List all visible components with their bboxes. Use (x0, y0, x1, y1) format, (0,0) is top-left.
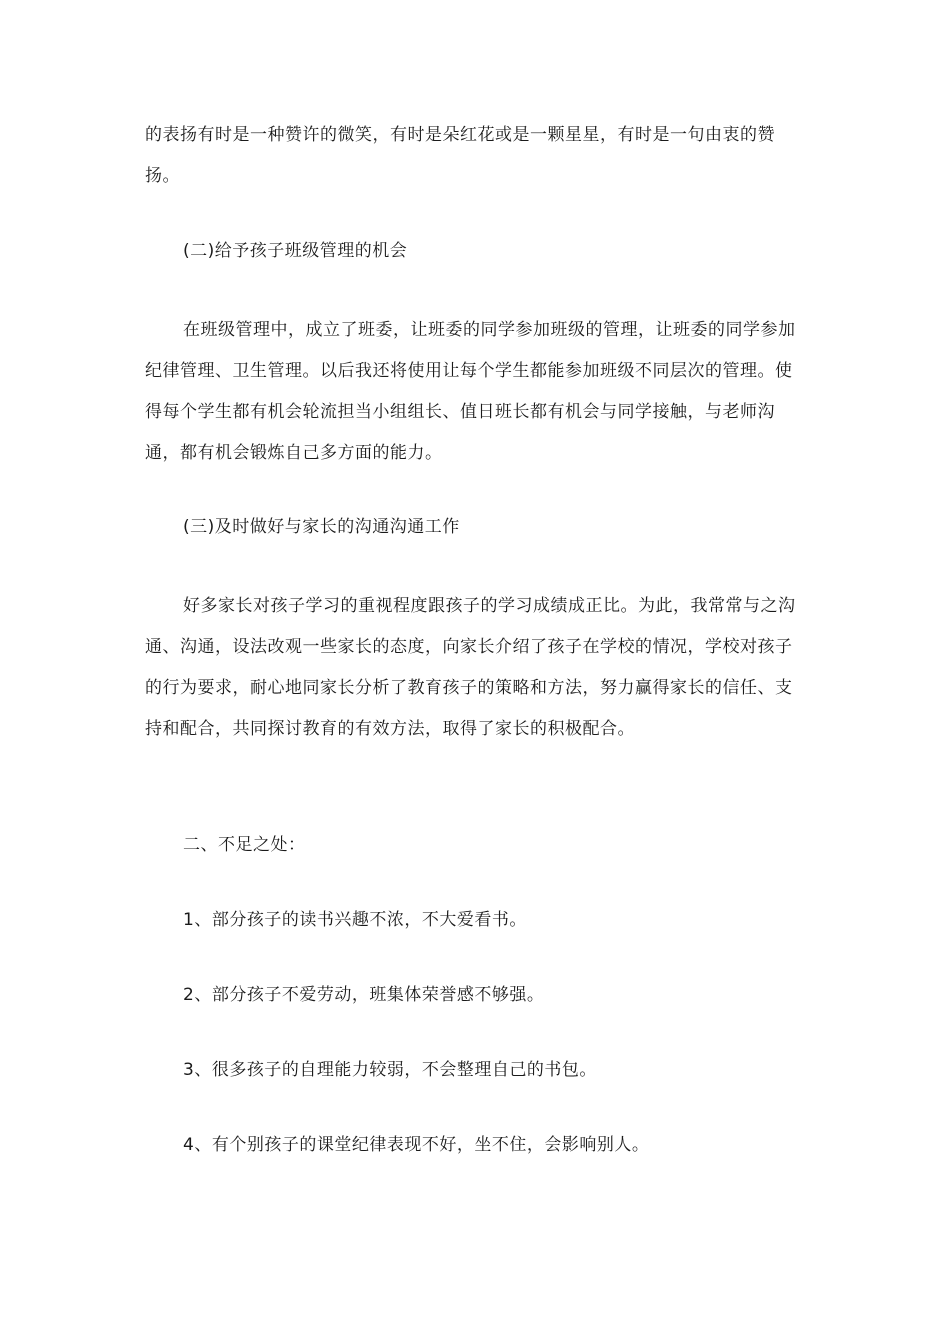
subheading-class-management: (二)给予孩子班级管理的机会 (183, 241, 408, 261)
paragraph-class-management: 在班级管理中，成立了班委，让班委的同学参加班级的管理，让班委的同学参加纪律管理、卫生管理。以后我还将使用让每个学生都能参加班级不同层次的管理。使得每个学生都有机会轮流担当小组组长、值日班长都有机会与同学接触，与老师沟通，都有机会锻炼自己多方面的能力。 (145, 320, 796, 463)
list-item-discipline: 4、有个别孩子的课堂纪律表现不好，坐不住，会影响别人。 (183, 1135, 650, 1155)
list-item-reading-interest: 1、部分孩子的读书兴趣不浓，不大爱看书。 (183, 910, 527, 930)
paragraph-parent-communication: 好多家长对孩子学习的重视程度跟孩子的学习成绩成正比。为此，我常常与之沟通、沟通，设法改观一些家长的态度，向家长介绍了孩子在学校的情况，学校对孩子的行为要求，耐心地同家长分析了教育孩子的策略和方法，努力赢得家长的信任、支持和配合，共同探讨教育的有效方法，取得了家长的积极配合。 (145, 596, 796, 739)
paragraph-praise-continuation: 的表扬有时是一种赞许的微笑，有时是朵红花或是一颗星星，有时是一句由衷的赞扬。 (145, 125, 775, 186)
subheading-parent-communication: (三)及时做好与家长的沟通沟通工作 (183, 517, 460, 537)
list-item-self-care: 3、很多孩子的自理能力较弱，不会整理自己的书包。 (183, 1060, 597, 1080)
section-heading-shortcomings: 二、不足之处： (183, 835, 306, 855)
list-item-labor: 2、部分孩子不爱劳动，班集体荣誉感不够强。 (183, 985, 545, 1005)
